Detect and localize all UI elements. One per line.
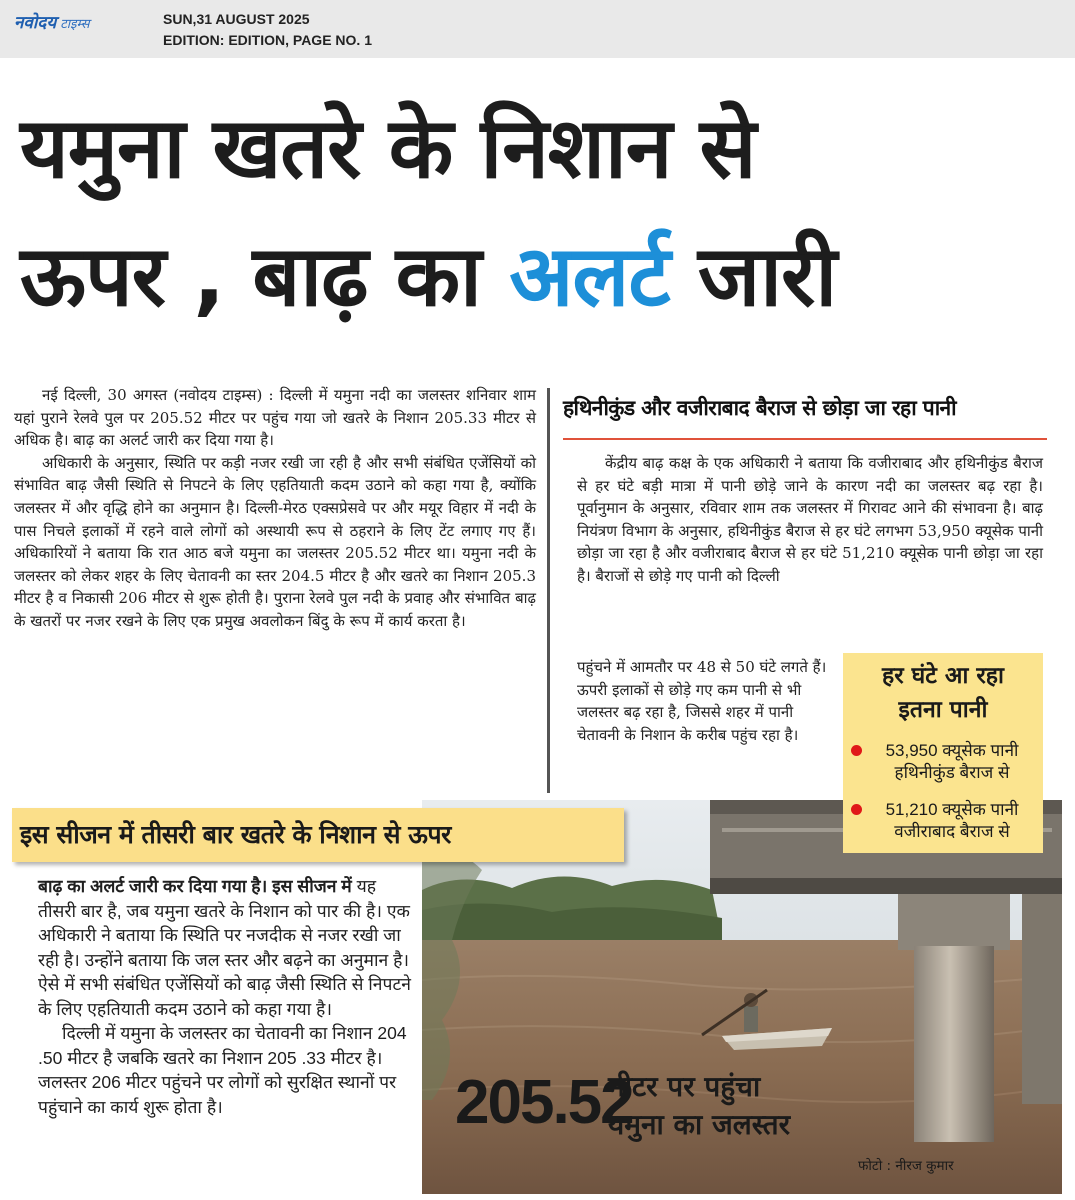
photo-caption-line-1: मीटर पर पहुंचा — [608, 1070, 761, 1103]
right-article-body — [577, 452, 1043, 588]
newspaper-logo[interactable] — [14, 10, 90, 33]
column-divider — [547, 388, 550, 793]
photo-caption — [608, 1068, 790, 1144]
photo-caption-line-2: यमुना का जलस्तर — [608, 1108, 791, 1141]
bottom-article-lead: बाढ़ का अलर्ट जारी कर दिया गया है। इस सीजन में — [38, 876, 352, 896]
water-level-number: 205.52 — [455, 1068, 633, 1137]
photo-credit: फोटो : नीरज कुमार — [858, 1158, 954, 1174]
infobox-item-value: 53,950 क्यूसेक पानी — [885, 741, 1019, 760]
infobox-item-value: 51,210 क्यूसेक पानी — [885, 800, 1019, 819]
bottom-article-paragraph: दिल्ली में यमुना के जलस्तर का चेतावनी का निशान 204 .50 मीटर है जबकि खतरे का निशान 205 .33 मीटर है। जलस्तर 206 मीटर पहुंचने पर लोगों को सुरक्षित स्थानों पर पहुंचाने का कार्य शुरू होता है। — [38, 1023, 407, 1117]
right-article-heading: हथिनीकुंड और वजीराबाद बैराज से छोड़ा जा रहा पानी — [563, 396, 957, 420]
bottom-article-paragraph — [38, 874, 412, 1021]
red-bullet-icon — [851, 804, 862, 815]
edition-page: EDITION: EDITION, PAGE NO. 1 — [163, 32, 372, 48]
water-release-infobox — [843, 653, 1043, 853]
infobox-item-wazirabad — [867, 799, 1037, 843]
left-article — [14, 384, 536, 633]
edition-info — [163, 9, 372, 51]
headline-line-2-end: जारी — [669, 227, 837, 325]
issue-date: SUN,31 AUGUST 2025 — [163, 11, 310, 27]
infobox-title-line-2: इतना पानी — [898, 697, 988, 723]
right-article-continuation — [577, 656, 835, 746]
infobox-item-hathnikund — [867, 740, 1037, 784]
bottom-article-text: यह तीसरी बार है, जब यमुना खतरे के निशान को पार की है। एक अधिकारी ने बताया कि स्थिति पर नजदीक से नजर रखी जा रही है। उन्होंने बताया कि जल स्तर और बढ़ने का अनुमान है। ऐसे में सभी संबंधित एजेंसियों को बाढ़ जैसी स्थिति से निपटने के लिए एहतियाती कदम उठाने को कहा गया है। — [38, 876, 411, 1019]
subheadline-text: इस सीजन में तीसरी बार खतरे के निशान से ऊपर — [20, 820, 451, 849]
right-article-paragraph-continued: पहुंचने में आमतौर पर 48 से 50 घंटे लगते हैं। ऊपरी इलाकों से छोड़े गए कम पानी से भी जलस्तर बढ़ रहा है, जिससे शहर में पानी चेतावनी के निशान के करीब पहुंच रहा है। — [577, 658, 827, 744]
main-headline — [20, 84, 1060, 340]
headline-line-2 — [20, 212, 1060, 340]
logo-sub-text: टाइम्स — [60, 17, 90, 32]
infobox-title-line-1: हर घंटे आ रहा — [882, 663, 1004, 689]
subheadline-band — [12, 808, 624, 862]
logo-main-text: नवोदय — [14, 13, 57, 33]
left-article-paragraph: नई दिल्ली, 30 अगस्त (नवोदय टाइम्स) : दिल्ली में यमुना नदी का जलस्तर शनिवार शाम यहां पुराने रेलवे पुल पर 205.52 मीटर पर पहुंच गया जो खतरे के निशान 205.33 मीटर से अधिक है। बाढ़ का अलर्ट जारी कर दिया गया है। — [14, 386, 536, 450]
infobox-item-source: हथिनीकुंड बैराज से — [894, 763, 1010, 782]
headline-line-1: यमुना खतरे के निशान से — [20, 99, 756, 197]
masthead-bar — [0, 0, 1075, 58]
red-bullet-icon — [851, 745, 862, 756]
headline-line-2-start: ऊपर , बाढ़ का — [20, 227, 510, 325]
heading-underline — [563, 438, 1047, 440]
right-article-paragraph: केंद्रीय बाढ़ कक्ष के एक अधिकारी ने बताया कि वजीराबाद और हथिनीकुंड बैराज से हर घंटे बड़ी मात्रा में पानी छोड़े जाने के कारण नदी का जलस्तर बढ़ रहा है। पूर्वानुमान के अनुसार, रविवार शाम तक जलस्तर में गिरावट आने की संभावना है। बाढ़ नियंत्रण विभाग के अनुसार, हथिनीकुंड बैराज से हर घंटे लगभग 53,950 क्यूसेक पानी छोड़ा जा रहा है और वजीराबाद बैराज से हर घंटे 51,210 क्यूसेक पानी छोड़ा जा रहा है। बैराजों से छोड़े गए पानी को दिल्ली — [577, 454, 1043, 585]
left-article-paragraph: अधिकारी के अनुसार, स्थिति पर कड़ी नजर रखी जा रही है और सभी संबंधित एजेंसियों को संभावित बाढ़ जैसी स्थिति से निपटने के लिए एहतियाती कदम उठाने को कहा गया है, क्योंकि जलस्तर में और वृद्धि होने का अनुमान है। दिल्ली-मेरठ एक्सप्रेसवे पर और मयूर विहार में नदी के पास निचले इलाकों में रहने वाले लोगों को अस्थायी रूप से ठहराने के लिए टेंट लगाए गए हैं। अधिकारियों ने बताया कि रात आठ बजे यमुना का जलस्तर 205.52 मीटर था। यमुना नदी के जलस्तर को लेकर शहर के लिए चेतावनी का स्तर 204.5 मीटर है और खतरे का निशान 205.3 मीटर है व निकासी 206 मीटर से शुरू होती है। पुराना रेलवे पुल नदी के प्रवाह और संभावित बाढ़ के खतरों पर नजर रखने के लिए एक प्रमुख अवलोकन बिंदु के रूप में कार्य करता है। — [14, 453, 536, 630]
infobox-item-source: वजीराबाद बैराज से — [894, 822, 1010, 841]
headline-highlight-word: अलर्ट — [509, 227, 670, 325]
infobox-title — [843, 659, 1043, 727]
bottom-article — [38, 874, 412, 1119]
